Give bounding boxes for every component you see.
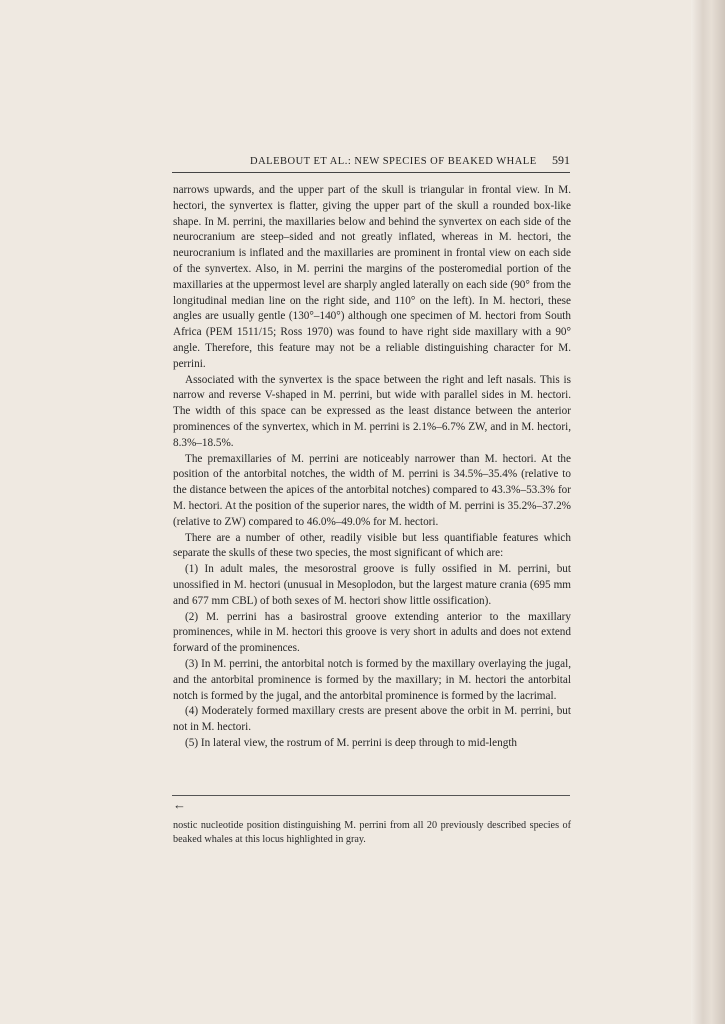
paragraph-feature-1: (1) In adult males, the mesorostral groove is fully ossified in M. perrini, but unossified in M. hectori (unusual in Mesoplodon, but the largest mature crania (695 mm and 677 mm CBL) of both sexes of M. hectori show little ossification). bbox=[173, 563, 571, 607]
left-arrow-icon: ← bbox=[173, 797, 186, 812]
paragraph-premaxillaries: The premaxillaries of M. perrini are noticeably narrower than M. hectori. At the position of the antorbital notches, the width of M. perrini is 34.5%–35.4% (relative to the distance between the apices of the antorbital notches) compared to 43.3%–53.3% for M. hectori. At the position of the superior nares, the width of M. perrini is 35.2%–37.2% (relative to ZW) compared to 46.0%–49.0% for M. hectori. bbox=[173, 452, 571, 528]
paragraph-feature-5: (5) In lateral view, the rostrum of M. perrini is deep through to mid-length bbox=[185, 736, 518, 749]
running-header bbox=[172, 150, 570, 173]
paragraph-feature-2: (2) M. perrini has a basirostral groove extending anterior to the maxillary prominences, while in M. hectori this groove is very short in adults and does not extend forward of the prominences. bbox=[173, 610, 571, 655]
paragraph-other-features: There are a number of other, readily visible but less quantifiable features which separate the skulls of these two species, the most significant of which are: bbox=[173, 531, 571, 560]
stacked-page-edge bbox=[691, 0, 725, 1024]
figure-caption-continuation: nostic nucleotide position distinguishing M. perrini from all 20 previously described species of beaked whales at this locus highlighted in gray. bbox=[173, 820, 571, 845]
page-number: 591 bbox=[552, 153, 570, 167]
paragraph-feature-3: (3) In M. perrini, the antorbital notch is formed by the maxillary overlaying the jugal, and the antorbital prominence is formed by the maxillary; in M. hectori the antorbital notch is formed by the jugal, and the antorbital prominence is formed by the lacrimal. bbox=[173, 657, 571, 702]
paragraph-feature-4: (4) Moderately formed maxillary crests are present above the orbit in M. perrini, but not in M. hectori. bbox=[173, 705, 571, 734]
paragraph-nasals: Associated with the synvertex is the space between the right and left nasals. This is narrow and reverse V-shaped in M. perrini, but wide with parallel sides in M. hectori. The width of this space can be expressed as the least distance between the anterior prominences of the synvertex, which in M. perrini is 2.1%–6.7% ZW, and in M. hectori, 8.3%–18.5%. bbox=[173, 373, 571, 449]
running-head: DALEBOUT ET AL.: NEW SPECIES OF BEAKED WHALE bbox=[250, 156, 537, 167]
body-text bbox=[173, 183, 571, 752]
paragraph-skull-shape: narrows upwards, and the upper part of the skull is triangular in frontal view. In M. hectori, the synvertex is flatter, giving the upper part of the skull a rounded box-like shape. In M. perrini, the maxillaries below and behind the synvertex on each side of the neurocranium are steep–sided and not greatly inflated, whereas in M. hectori, the neurocranium is inflated and the maxillaries are prominent in frontal view on each side of the synvertex. Also, in M. perrini the margins of the posteromedial portion of the maxillaries at the uppermost level are sharply angled laterally on each side (90° from the longitudinal median line on the right side, and 110° on the left). In M. hectori, these angles are usually gentle (130°–140°) although one specimen of M. hectori from South Africa (PEM 1511/15; Ross 1970) was found to have right side maxillary with a 90° angle. Therefore, this feature may not be a reliable distinguishing character for M. perrini. bbox=[173, 184, 571, 370]
footnote-divider bbox=[172, 795, 570, 796]
